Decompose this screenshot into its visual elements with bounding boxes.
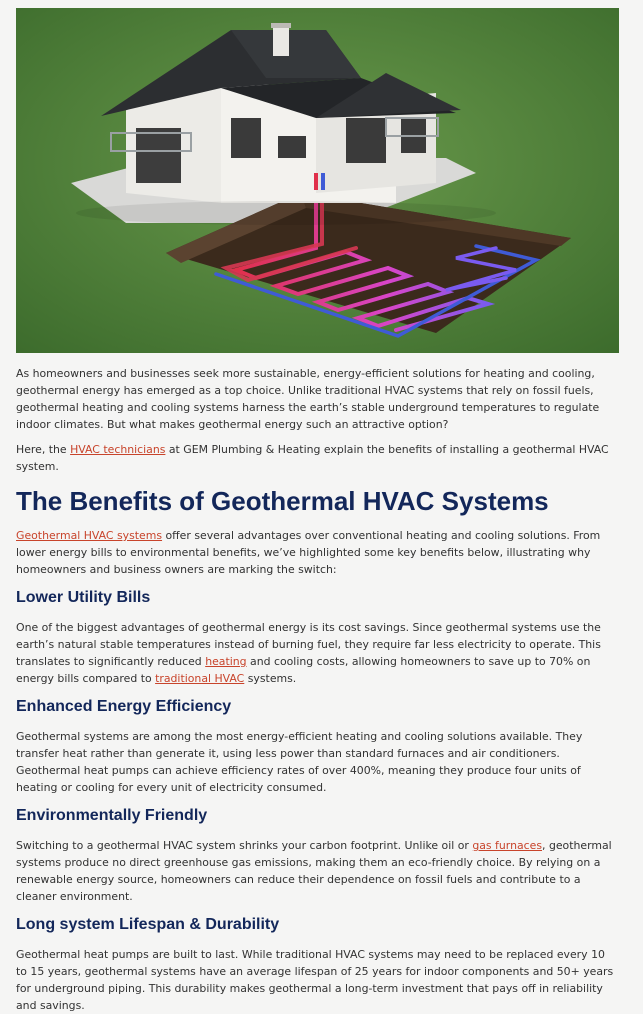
section-lifespan-durability — [16, 915, 619, 1014]
section-paragraph: Geothermal systems are among the most energy-efficient heating and cooling solutions available. They transfer heat rather than generate it, using less power than standard furnaces and air conditioners. Geothermal heat pumps can achieve efficiency rates of over 400%, meaning they produce four units of heating or cooling for every unit of electricity consumed. — [16, 730, 583, 794]
paragraph-text: One of the biggest advantages of geothermal energy is its cost savings. Since geothermal systems use the earth’s natural stable temperatures instead of burning fuel, they require far less electricity to operate. This translates to significantly reduced — [16, 621, 601, 668]
paragraph-text: and cooling costs, allowing homeowners to save up to 70% on energy bills compared to — [16, 655, 591, 685]
page-title: The Benefits of Geothermal HVAC Systems — [16, 486, 549, 516]
section-heading: Enhanced Energy Efficiency — [16, 698, 232, 715]
heating-link[interactable]: heating — [205, 655, 247, 668]
section-paragraph: Geothermal heat pumps are built to last. While traditional HVAC systems may need to be replaced every 10 to 15 years, geothermal systems have an average lifespan of 25 years for indoor components and 50+ years for underground piping. This durability makes geothermal a long-term investment that pays off in reliability and savings. — [16, 948, 614, 1012]
geothermal-hvac-systems-link[interactable]: Geothermal HVAC systems — [16, 529, 163, 542]
hero-image — [16, 8, 619, 353]
paragraph-text: systems. — [244, 672, 297, 685]
section-environmentally-friendly — [16, 806, 619, 905]
section-heading: Lower Utility Bills — [16, 589, 151, 606]
paragraph-text: , geothermal systems produce no direct greenhouse gas emissions, making them an eco-friendly choice. By relying on a renewable energy source, homeowners can reduce their dependence on fossil fuels and contribute to a cleaner environment. — [16, 839, 612, 903]
traditional-hvac-link[interactable]: traditional HVAC — [155, 672, 245, 685]
technicians-paragraph — [16, 441, 619, 475]
geothermal-house-illustration — [16, 8, 619, 353]
section-energy-efficiency — [16, 697, 619, 796]
paragraph-text: Here, the — [16, 443, 71, 456]
overview-paragraph — [16, 527, 619, 578]
section-heading: Environmentally Friendly — [16, 807, 208, 824]
paragraph-text: Switching to a geothermal HVAC system shrinks your carbon footprint. Unlike oil or — [16, 839, 473, 852]
section-utility-bills — [16, 588, 619, 687]
article-content — [16, 365, 619, 1014]
section-paragraph — [16, 837, 619, 905]
section-paragraph — [16, 619, 619, 687]
section-heading: Long system Lifespan & Durability — [16, 916, 280, 933]
hvac-technicians-link[interactable]: HVAC technicians — [70, 443, 166, 456]
paragraph-text: offer several advantages over conventional heating and cooling solutions. From lower energy bills to environmental benefits, we’ve highlighted some key benefits below, illustrating why homeowners and business owners are marking the switch: — [16, 529, 601, 576]
gas-furnaces-link[interactable]: gas furnaces — [472, 839, 543, 852]
intro-paragraph: As homeowners and businesses seek more sustainable, energy-efficient solutions for heating and cooling, geothermal energy has emerged as a top choice. Unlike traditional HVAC systems that rely on fossil fuels, geothermal heating and cooling systems harness the earth’s stable underground temperatures to regulate indoor climates. But what makes geothermal energy such an attractive option? — [16, 367, 600, 431]
paragraph-text: at GEM Plumbing & Heating explain the benefits of installing a geothermal HVAC system. — [16, 443, 609, 473]
